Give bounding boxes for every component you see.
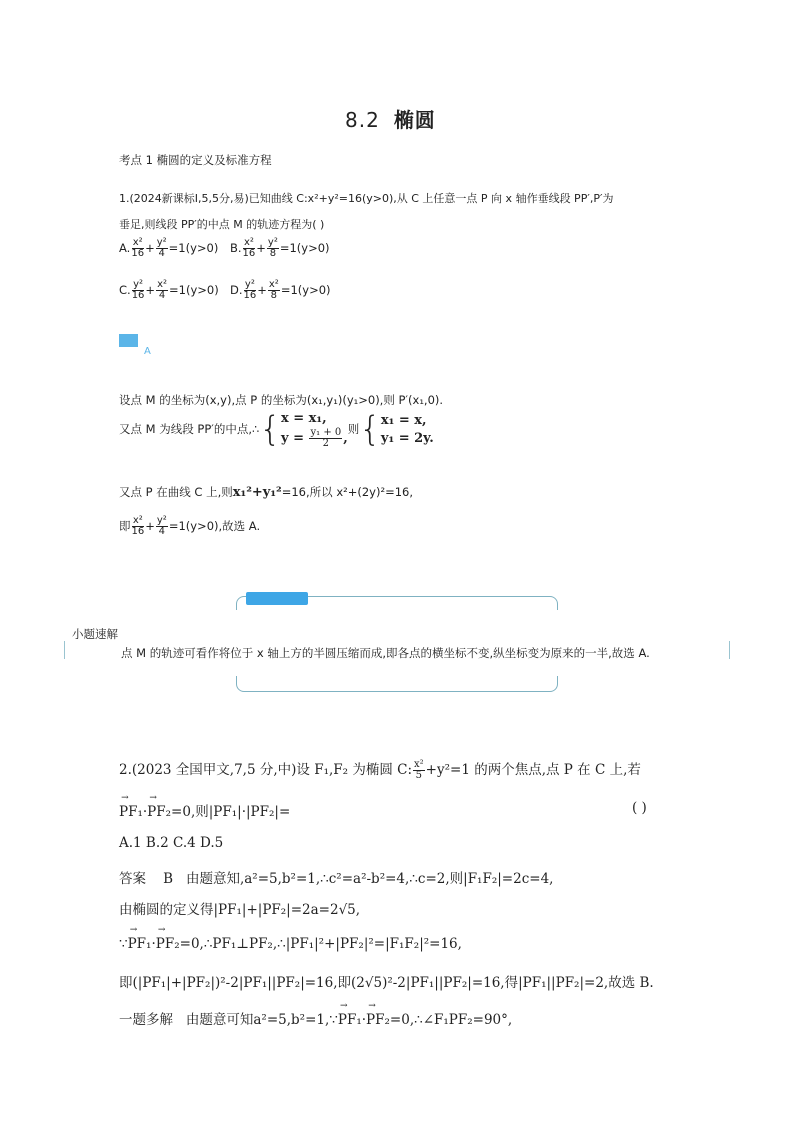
section-heading: 考点 1 椭圆的定义及标准方程 <box>119 153 272 167</box>
quick-solution-tab <box>246 592 308 605</box>
q1-solution-line1: 设点 M 的坐标为(x,y),点 P 的坐标为(x₁,y₁)(y₁>0),则 P′(x₁,0). <box>119 393 444 407</box>
q1-system-2: x₁ = x, y₁ = 2y. <box>380 412 434 446</box>
q2-multi-solution-line: 一题多解 由题意可知a²=5,b²=1,∵→ PF₁·→ PF₂=0,∴∠F₁PF₂=90°, <box>119 1008 512 1028</box>
q1-system-1: x = x₁, y = $\frac{\text{y₁ + 0}}{2}$ , <box>280 411 348 449</box>
q2-options: A.1 B.2 C.4 D.5 <box>119 835 224 851</box>
q2-stem-line2: → PF₁·→ PF₂=0,则|PF₁|·|PF₂|= <box>119 800 290 820</box>
title-name: 椭圆 <box>393 108 436 132</box>
q1-option-b: B. $\frac{\text{x²}}{16}$ + $\frac{\text{y²}}{8}$ =1(y>0) <box>230 237 330 259</box>
answer-badge <box>119 334 138 347</box>
q2-stem-line1: 2.(2023 全国甲文,7,5 分,中)设 F₁,F₂ 为椭圆 C: $\frac{\text{x²}}{5}$ +y²=1 的两个焦点,点 P 在 C 上,若 <box>119 759 641 781</box>
q1-option-a: A. $\frac{\text{x²}}{16}$ + $\frac{\text{y²}}{4}$ =1(y>0) <box>119 237 219 259</box>
q1-answer: A <box>144 346 151 357</box>
q2-solution-line3: ∵→ PF₁·→ PF₂=0,∴PF₁⊥PF₂,∴|PF₁|²+|PF₂|²=|F₁F₂|²=16, <box>119 936 462 952</box>
q2-answer-paren: ( ) <box>632 800 647 816</box>
quick-solution-text: 点 M 的轨迹可看作将位于 x 轴上方的半圆压缩而成,即各点的横坐标不变,纵坐标变为原来的一半,故选 A. <box>121 646 650 660</box>
q1-solution-line2: 又点 M 为线段 PP′的中点,∴{ x = x₁, y = $\frac{\text{y₁ + 0}}{2}$ , 则{ x₁ = x, y₁ = 2y. <box>119 409 434 450</box>
q1-solution-line4: 即 $\frac{\text{x²}}{16}$ + $\frac{\text{y²}}{4}$ =1(y>0),故选 A. <box>119 515 261 537</box>
q1-stem-line1: 1.(2024新课标Ⅰ,5,5分,易)已知曲线 C:x²+y²=16(y>0),从 C 上任意一点 P 向 x 轴作垂线段 PP′,P′为 <box>119 192 614 205</box>
title-number: 8.2 <box>345 108 380 132</box>
q2-solution-line4: 即(|PF₁|+|PF₂|)²-2|PF₁||PF₂|=16,即(2√5)²-2|PF₁||PF₂|=16,得|PF₁||PF₂|=2,故选 B. <box>119 975 654 991</box>
quick-solution-label: 小题速解 <box>72 627 118 641</box>
q2-answer-line: 答案 B 由题意知,a²=5,b²=1,∴c²=a²-b²=4,∴c=2,则|F₁F₂|=2c=4, <box>119 871 554 887</box>
q1-solution-line3: 又点 P 在曲线 C 上,则x₁²+y₁²=16,所以 x²+(2y)²=16, <box>119 485 413 500</box>
q2-solution-line2: 由椭圆的定义得|PF₁|+|PF₂|=2a=2√5, <box>119 902 361 918</box>
q1-option-c: C. $\frac{\text{y²}}{16}$ + $\frac{\text{x²}}{4}$ =1(y>0) <box>119 279 219 301</box>
q1-stem-line2: 垂足,则线段 PP′的中点 M 的轨迹方程为( ) <box>119 218 325 231</box>
page-title <box>345 104 436 133</box>
q1-option-d: D. $\frac{\text{y²}}{16}$ + $\frac{\text{x²}}{8}$ =1(y>0) <box>230 279 331 301</box>
